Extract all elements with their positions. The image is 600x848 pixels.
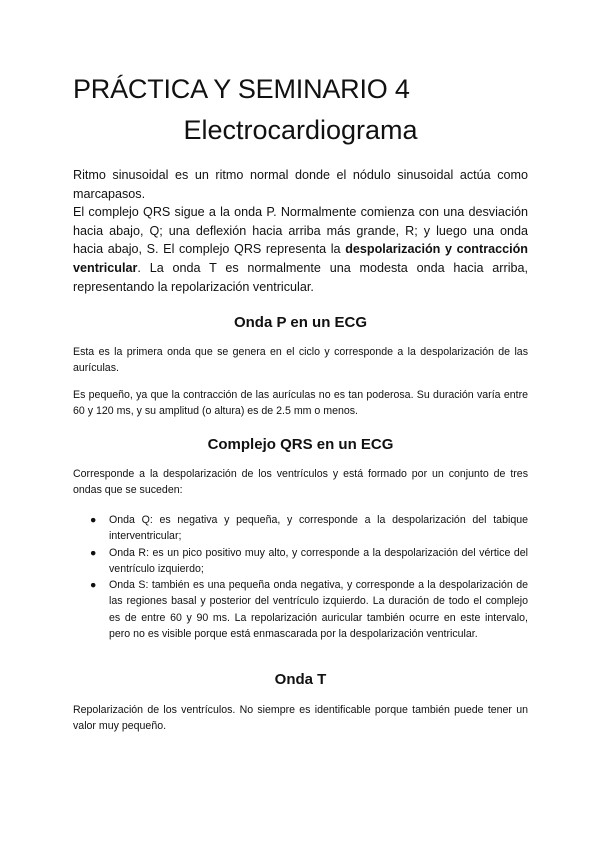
intro-paragraph-2 — [73, 203, 528, 296]
list-item — [73, 512, 528, 545]
intro-p2-end: . La onda T es normalmente una modesta onda hacia arriba, representando la repolarización ventricular. — [73, 260, 528, 294]
heading-onda-t: Onda T — [274, 671, 327, 688]
intro-p2-start: El complejo QRS sigue a la onda P. Normalmente comienza con una desviación hacia abajo, Q; una deflexión hacia arriba más grande, R; y luego una onda hacia abajo, S. El complejo QRS representa la — [73, 205, 528, 257]
list-item — [73, 545, 528, 578]
bullet-icon: ● — [90, 546, 97, 559]
intro-block — [73, 166, 528, 296]
intro-paragraph-1: Ritmo sinusoidal es un ritmo normal donde el nódulo sinusoidal actúa como marcapasos. — [73, 168, 528, 201]
bullet-icon: ● — [90, 579, 97, 592]
onda-p-paragraph-2: Es pequeño, ya que la contracción de las aurículas no es tan poderosa. Su duración varía entre 60 y 120 ms, y su amplitud (o altura) es de 2.5 mm o menos. — [73, 389, 528, 418]
list-item-text: Onda Q: es negativa y pequeña, y corresponde a la despolarización del tabique interventricular; — [109, 514, 528, 543]
document-title: PRÁCTICA Y SEMINARIO 4 — [73, 74, 410, 104]
document-subtitle: Electrocardiograma — [183, 115, 418, 145]
list-item-text: Onda S: también es una pequeña onda negativa, y corresponde a la despolarización de las regiones basal y posterior del ventrículo izquierdo. La duración de todo el complejo es de entre 60 y 90 ms. La repolarización auricular también ocurre en este intervalo, pero no es visible porque está enmascarada por la despolarización ventricular. — [109, 579, 528, 641]
onda-t-paragraph-1: Repolarización de los ventrículos. No siempre es identificable porque también puede tener un valor muy pequeño. — [73, 704, 528, 733]
list-item-text: Onda R: es un pico positivo muy alto, y corresponde a la despolarización del vértice del ventrículo izquierdo; — [109, 546, 528, 575]
intro-p2-bold: despolarización y contracción ventricular — [73, 242, 528, 275]
onda-p-paragraph-1: Esta es la primera onda que se genera en el ciclo y corresponde a la despolarización de las aurículas. — [73, 346, 528, 375]
qrs-paragraph-1: Corresponde a la despolarización de los ventrículos y está formado por un conjunto de tres ondas que se suceden: — [73, 468, 528, 497]
list-item — [73, 577, 528, 642]
bullet-icon: ● — [90, 514, 97, 526]
qrs-wave-list — [73, 512, 528, 642]
heading-onda-p: Onda P en un ECG — [233, 314, 368, 331]
heading-complejo-qrs: Complejo QRS en un ECG — [207, 436, 394, 453]
